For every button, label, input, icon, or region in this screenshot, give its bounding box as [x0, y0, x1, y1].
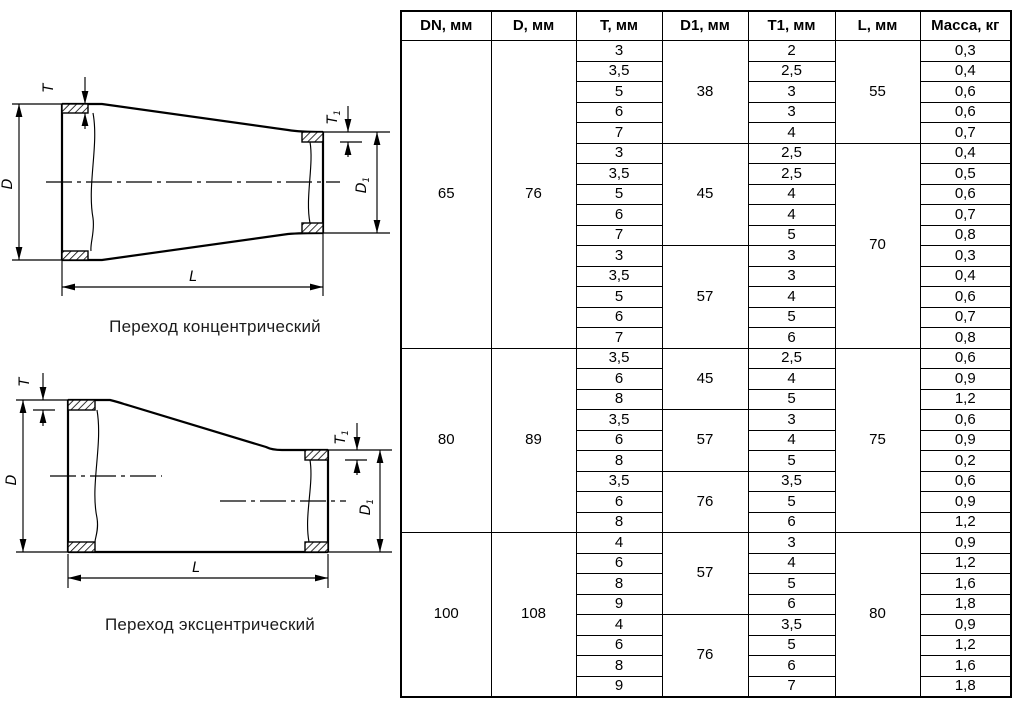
cell-t1: 4 — [748, 553, 835, 574]
cell-t1: 6 — [748, 328, 835, 349]
cell-t: 9 — [576, 676, 662, 697]
eccentric-reducer-drawing — [0, 360, 400, 610]
cell-mass: 0,3 — [920, 41, 1011, 62]
dim-label-t: T — [41, 83, 57, 93]
cell-t: 6 — [576, 635, 662, 656]
cell-t1: 6 — [748, 512, 835, 533]
eccentric-reducer-caption: Переход эксцентрический — [104, 615, 315, 634]
cell-t1: 4 — [748, 430, 835, 451]
cell-t: 3,5 — [576, 348, 662, 369]
cell-mass: 1,8 — [920, 594, 1011, 615]
cell-t: 8 — [576, 574, 662, 595]
cell-t1: 4 — [748, 205, 835, 226]
table-row — [401, 533, 1011, 554]
concentric-reducer-caption: Переход концентрический — [109, 317, 321, 336]
cell-t: 9 — [576, 594, 662, 615]
cell-t1: 3 — [748, 410, 835, 431]
concentric-reducer-drawing — [0, 60, 400, 310]
column-header: Масса, кг — [920, 11, 1011, 41]
column-header: DN, мм — [401, 11, 491, 41]
cell-t: 3,5 — [576, 410, 662, 431]
cell-t1: 3,5 — [748, 615, 835, 636]
cell-t1: 5 — [748, 492, 835, 513]
cell-t: 6 — [576, 307, 662, 328]
cell-mass: 0,6 — [920, 82, 1011, 103]
cell-t1: 4 — [748, 184, 835, 205]
dim-label-t1: $T_1$ — [325, 109, 343, 125]
cell-mass: 0,8 — [920, 225, 1011, 246]
cell-t1: 3 — [748, 82, 835, 103]
cell-d1: 57 — [662, 246, 748, 349]
cell-t1: 2,5 — [748, 348, 835, 369]
cell-t: 5 — [576, 82, 662, 103]
cell-d1: 38 — [662, 41, 748, 144]
cell-t1: 6 — [748, 594, 835, 615]
cell-mass: 1,2 — [920, 635, 1011, 656]
cell-t1: 4 — [748, 287, 835, 308]
cell-t: 5 — [576, 184, 662, 205]
cell-t1: 5 — [748, 635, 835, 656]
cell-mass: 1,6 — [920, 574, 1011, 595]
cell-mass: 1,2 — [920, 389, 1011, 410]
cell-t: 7 — [576, 123, 662, 144]
cell-mass: 0,3 — [920, 246, 1011, 267]
cell-t1: 4 — [748, 123, 835, 144]
cell-mass: 0,9 — [920, 615, 1011, 636]
cell-t: 6 — [576, 102, 662, 123]
cell-t: 4 — [576, 615, 662, 636]
dim-label-t1: $T_1$ — [333, 429, 351, 445]
cell-t: 4 — [576, 533, 662, 554]
cell-t1: 6 — [748, 656, 835, 677]
cell-t: 8 — [576, 389, 662, 410]
cell-mass: 0,2 — [920, 451, 1011, 472]
cell-mass: 1,2 — [920, 512, 1011, 533]
cell-mass: 0,9 — [920, 533, 1011, 554]
cell-mass: 0,8 — [920, 328, 1011, 349]
column-header: T, мм — [576, 11, 662, 41]
dimensions-table — [400, 10, 1012, 698]
cell-mass: 0,9 — [920, 430, 1011, 451]
cell-d: 76 — [491, 41, 576, 349]
cell-dn: 100 — [401, 533, 491, 698]
cell-l: 55 — [835, 41, 920, 144]
table-row — [401, 41, 1011, 62]
table-header-row — [401, 11, 1011, 41]
cell-t1: 5 — [748, 451, 835, 472]
cell-t: 6 — [576, 553, 662, 574]
cell-mass: 0,6 — [920, 471, 1011, 492]
cell-d1: 76 — [662, 615, 748, 698]
dim-label-l: L — [189, 269, 197, 285]
dim-label-d: D — [0, 178, 16, 190]
cell-t: 6 — [576, 430, 662, 451]
cell-t1: 3 — [748, 266, 835, 287]
cell-mass: 0,4 — [920, 266, 1011, 287]
cell-mass: 0,6 — [920, 287, 1011, 308]
cell-t: 7 — [576, 328, 662, 349]
cell-mass: 0,9 — [920, 369, 1011, 390]
cell-d1: 76 — [662, 471, 748, 533]
cell-d1: 45 — [662, 143, 748, 246]
cell-t: 8 — [576, 512, 662, 533]
cell-d1: 57 — [662, 410, 748, 472]
cell-t: 3,5 — [576, 266, 662, 287]
column-header: D, мм — [491, 11, 576, 41]
cell-d1: 57 — [662, 533, 748, 615]
cell-dn: 80 — [401, 348, 491, 533]
column-header: T1, мм — [748, 11, 835, 41]
cell-mass: 1,2 — [920, 553, 1011, 574]
cell-t: 6 — [576, 205, 662, 226]
cell-l: 80 — [835, 533, 920, 698]
column-header: D1, мм — [662, 11, 748, 41]
cell-t1: 2,5 — [748, 164, 835, 185]
cell-t1: 5 — [748, 574, 835, 595]
cell-t1: 3 — [748, 246, 835, 267]
cell-mass: 0,6 — [920, 184, 1011, 205]
cell-dn: 65 — [401, 41, 491, 349]
cell-d: 89 — [491, 348, 576, 533]
cell-mass: 0,7 — [920, 307, 1011, 328]
cell-t: 3 — [576, 41, 662, 62]
table-header — [401, 11, 1011, 41]
cell-t: 6 — [576, 492, 662, 513]
cell-d1: 45 — [662, 348, 748, 410]
cell-mass: 0,7 — [920, 123, 1011, 144]
cell-t: 3 — [576, 246, 662, 267]
cell-mass: 1,6 — [920, 656, 1011, 677]
cell-t1: 5 — [748, 225, 835, 246]
cell-l: 70 — [835, 143, 920, 348]
cell-t1: 2,5 — [748, 61, 835, 82]
column-header: L, мм — [835, 11, 920, 41]
break-lines — [95, 410, 311, 542]
cell-t1: 3 — [748, 102, 835, 123]
cell-t: 7 — [576, 225, 662, 246]
cell-mass: 0,9 — [920, 492, 1011, 513]
cell-t1: 3,5 — [748, 471, 835, 492]
cell-t: 3,5 — [576, 61, 662, 82]
dim-label-l: L — [192, 560, 200, 576]
cell-t1: 4 — [748, 369, 835, 390]
cell-mass: 0,6 — [920, 102, 1011, 123]
cell-t: 8 — [576, 656, 662, 677]
cell-l: 75 — [835, 348, 920, 533]
cell-t: 8 — [576, 451, 662, 472]
dim-label-d1: $D_1$ — [354, 176, 372, 194]
cell-t1: 3 — [748, 533, 835, 554]
cell-mass: 0,6 — [920, 348, 1011, 369]
cell-mass: 1,8 — [920, 676, 1011, 697]
cell-t1: 2,5 — [748, 143, 835, 164]
cell-t: 3,5 — [576, 471, 662, 492]
cell-mass: 0,7 — [920, 205, 1011, 226]
cell-t1: 5 — [748, 389, 835, 410]
cell-t: 5 — [576, 287, 662, 308]
cell-t: 3 — [576, 143, 662, 164]
cell-d: 108 — [491, 533, 576, 698]
cell-mass: 0,6 — [920, 410, 1011, 431]
dim-label-t: T — [17, 377, 33, 387]
table-row — [401, 348, 1011, 369]
cell-mass: 0,4 — [920, 61, 1011, 82]
cell-t1: 2 — [748, 41, 835, 62]
cell-mass: 0,5 — [920, 164, 1011, 185]
cell-t: 6 — [576, 369, 662, 390]
cell-t1: 5 — [748, 307, 835, 328]
cell-mass: 0,4 — [920, 143, 1011, 164]
cell-t: 3,5 — [576, 164, 662, 185]
table-body — [401, 41, 1011, 698]
cell-t1: 7 — [748, 676, 835, 697]
dim-label-d: D — [4, 474, 20, 486]
dim-label-d1: $D_1$ — [358, 498, 376, 516]
